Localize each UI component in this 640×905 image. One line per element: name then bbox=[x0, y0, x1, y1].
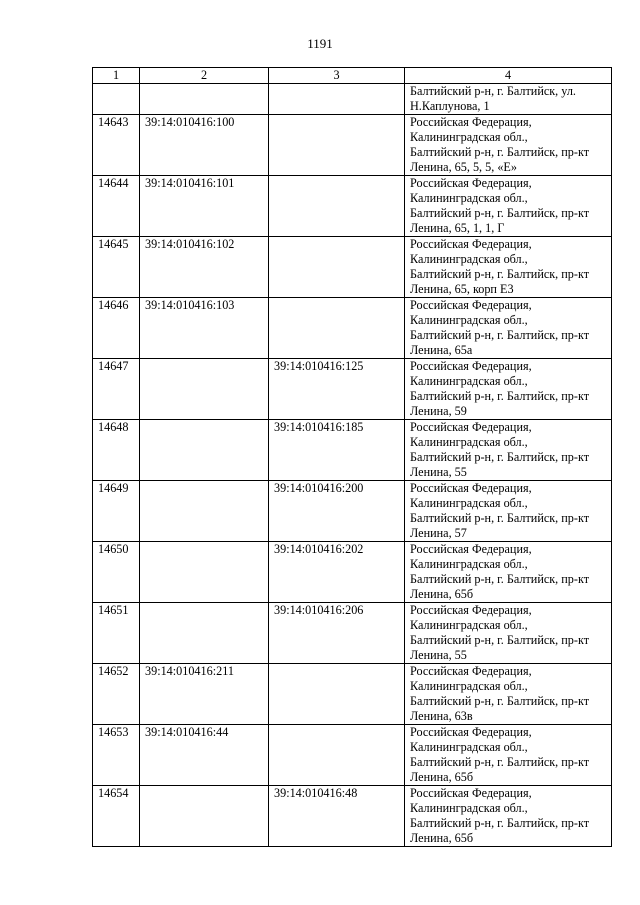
address-line: Российская Федерация, bbox=[410, 481, 532, 495]
address-line: Балтийский р-н, г. Балтийск, пр-кт bbox=[410, 450, 590, 464]
row-number-cell: 14645 bbox=[93, 237, 140, 298]
cadastral-number-cell bbox=[140, 481, 269, 542]
cadastral-number-cell: 39:14:010416:44 bbox=[140, 725, 269, 786]
cadastral-number-cell: 39:14:010416:211 bbox=[140, 664, 269, 725]
address-line: Ленина, 65а bbox=[410, 343, 473, 357]
address-line: Российская Федерация, bbox=[410, 176, 532, 190]
address-line: Российская Федерация, bbox=[410, 115, 532, 129]
address-line: Калининградская обл., bbox=[410, 496, 528, 510]
address-cell bbox=[405, 237, 612, 298]
row-number-cell: 14654 bbox=[93, 786, 140, 847]
address-line: Российская Федерация, bbox=[410, 359, 532, 373]
table-row bbox=[93, 542, 612, 603]
column-header: 4 bbox=[405, 68, 612, 84]
related-cadastral-number-cell: 39:14:010416:185 bbox=[269, 420, 405, 481]
address-line: Калининградская обл., bbox=[410, 740, 528, 754]
address-line: Калининградская обл., bbox=[410, 313, 528, 327]
address-line: Балтийский р-н, г. Балтийск, пр-кт bbox=[410, 755, 590, 769]
address-line: Российская Федерация, bbox=[410, 725, 532, 739]
related-cadastral-number-cell: 39:14:010416:200 bbox=[269, 481, 405, 542]
address-cell bbox=[405, 176, 612, 237]
table-row bbox=[93, 420, 612, 481]
table-row bbox=[93, 298, 612, 359]
address-cell bbox=[405, 725, 612, 786]
table-row bbox=[93, 603, 612, 664]
address-line: Балтийский р-н, г. Балтийск, пр-кт bbox=[410, 267, 590, 281]
address-line: Ленина, 57 bbox=[410, 526, 467, 540]
address-cell bbox=[405, 84, 612, 115]
column-header: 2 bbox=[140, 68, 269, 84]
table-row bbox=[93, 237, 612, 298]
table-row bbox=[93, 664, 612, 725]
address-line: Российская Федерация, bbox=[410, 786, 532, 800]
row-number-cell: 14644 bbox=[93, 176, 140, 237]
address-line: Калининградская обл., bbox=[410, 618, 528, 632]
address-line: Балтийский р-н, г. Балтийск, пр-кт bbox=[410, 328, 590, 342]
cadastral-number-cell bbox=[140, 359, 269, 420]
address-line: Ленина, 65, корп Е3 bbox=[410, 282, 514, 296]
table-body bbox=[93, 84, 612, 847]
address-line: Балтийский р-н, г. Балтийск, пр-кт bbox=[410, 389, 590, 403]
cadastral-number-cell: 39:14:010416:103 bbox=[140, 298, 269, 359]
address-line: Ленина, 65, 5, 5, «Е» bbox=[410, 160, 517, 174]
address-line: Калининградская обл., bbox=[410, 374, 528, 388]
address-cell bbox=[405, 420, 612, 481]
address-line: Калининградская обл., bbox=[410, 557, 528, 571]
address-line: Российская Федерация, bbox=[410, 420, 532, 434]
related-cadastral-number-cell bbox=[269, 115, 405, 176]
address-line: Н.Каплунова, 1 bbox=[410, 99, 490, 113]
address-cell bbox=[405, 542, 612, 603]
registry-table bbox=[92, 67, 612, 847]
table-row bbox=[93, 176, 612, 237]
address-line: Ленина, 65, 1, 1, Г bbox=[410, 221, 505, 235]
table-row-continuation bbox=[93, 84, 612, 115]
cadastral-number-cell bbox=[140, 420, 269, 481]
address-line: Балтийский р-н, г. Балтийск, пр-кт bbox=[410, 694, 590, 708]
address-line: Российская Федерация, bbox=[410, 542, 532, 556]
related-cadastral-number-cell: 39:14:010416:48 bbox=[269, 786, 405, 847]
address-cell bbox=[405, 298, 612, 359]
address-line: Ленина, 55 bbox=[410, 465, 467, 479]
related-cadastral-number-cell bbox=[269, 84, 405, 115]
cadastral-number-cell: 39:14:010416:100 bbox=[140, 115, 269, 176]
address-line: Калининградская обл., bbox=[410, 130, 528, 144]
table-row bbox=[93, 359, 612, 420]
related-cadastral-number-cell bbox=[269, 664, 405, 725]
row-number-cell: 14649 bbox=[93, 481, 140, 542]
address-line: Российская Федерация, bbox=[410, 237, 532, 251]
related-cadastral-number-cell: 39:14:010416:202 bbox=[269, 542, 405, 603]
table-row bbox=[93, 725, 612, 786]
address-line: Балтийский р-н, г. Балтийск, ул. bbox=[410, 84, 576, 98]
related-cadastral-number-cell: 39:14:010416:206 bbox=[269, 603, 405, 664]
address-cell bbox=[405, 481, 612, 542]
row-number-cell: 14646 bbox=[93, 298, 140, 359]
row-number-cell: 14653 bbox=[93, 725, 140, 786]
address-line: Ленина, 63в bbox=[410, 709, 473, 723]
address-line: Российская Федерация, bbox=[410, 664, 532, 678]
address-line: Балтийский р-н, г. Балтийск, пр-кт bbox=[410, 572, 590, 586]
table-row bbox=[93, 481, 612, 542]
address-cell bbox=[405, 786, 612, 847]
table-row bbox=[93, 115, 612, 176]
cadastral-number-cell bbox=[140, 542, 269, 603]
column-header: 1 bbox=[93, 68, 140, 84]
related-cadastral-number-cell bbox=[269, 176, 405, 237]
page-number: 1191 bbox=[307, 36, 333, 51]
row-number-cell: 14648 bbox=[93, 420, 140, 481]
address-line: Балтийский р-н, г. Балтийск, пр-кт bbox=[410, 816, 590, 830]
address-line: Российская Федерация, bbox=[410, 298, 532, 312]
cadastral-number-cell: 39:14:010416:101 bbox=[140, 176, 269, 237]
row-number-cell: 14643 bbox=[93, 115, 140, 176]
address-line: Калининградская обл., bbox=[410, 679, 528, 693]
address-line: Ленина, 65б bbox=[410, 831, 474, 845]
cadastral-number-cell: 39:14:010416:102 bbox=[140, 237, 269, 298]
row-number-cell: 14647 bbox=[93, 359, 140, 420]
address-cell bbox=[405, 664, 612, 725]
address-line: Калининградская обл., bbox=[410, 435, 528, 449]
related-cadastral-number-cell bbox=[269, 237, 405, 298]
column-header: 3 bbox=[269, 68, 405, 84]
address-line: Ленина, 65б bbox=[410, 770, 474, 784]
table-row bbox=[93, 786, 612, 847]
address-line: Ленина, 65б bbox=[410, 587, 474, 601]
row-number-cell: 14652 bbox=[93, 664, 140, 725]
cadastral-number-cell bbox=[140, 786, 269, 847]
address-cell bbox=[405, 603, 612, 664]
related-cadastral-number-cell: 39:14:010416:125 bbox=[269, 359, 405, 420]
related-cadastral-number-cell bbox=[269, 725, 405, 786]
address-cell bbox=[405, 115, 612, 176]
address-line: Калининградская обл., bbox=[410, 191, 528, 205]
cadastral-number-cell bbox=[140, 603, 269, 664]
table-header-row bbox=[93, 68, 612, 84]
address-line: Балтийский р-н, г. Балтийск, пр-кт bbox=[410, 511, 590, 525]
address-line: Российская Федерация, bbox=[410, 603, 532, 617]
address-line: Калининградская обл., bbox=[410, 252, 528, 266]
row-number-cell: 14650 bbox=[93, 542, 140, 603]
cadastral-number-cell bbox=[140, 84, 269, 115]
row-number-cell: 14651 bbox=[93, 603, 140, 664]
address-line: Балтийский р-н, г. Балтийск, пр-кт bbox=[410, 206, 590, 220]
related-cadastral-number-cell bbox=[269, 298, 405, 359]
address-line: Ленина, 59 bbox=[410, 404, 467, 418]
address-cell bbox=[405, 359, 612, 420]
address-line: Балтийский р-н, г. Балтийск, пр-кт bbox=[410, 145, 590, 159]
address-line: Ленина, 55 bbox=[410, 648, 467, 662]
address-line: Балтийский р-н, г. Балтийск, пр-кт bbox=[410, 633, 590, 647]
row-number-cell bbox=[93, 84, 140, 115]
address-line: Калининградская обл., bbox=[410, 801, 528, 815]
